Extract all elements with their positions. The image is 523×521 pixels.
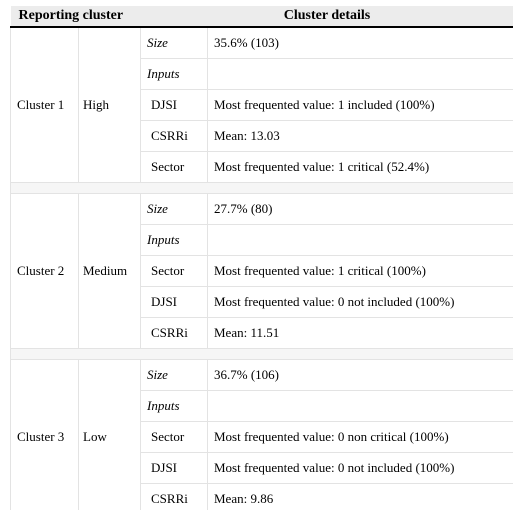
input-value: Mean: 11.51 — [208, 318, 514, 349]
inputs-label: Inputs — [141, 59, 208, 90]
separator-row — [11, 349, 514, 360]
input-label: Sector — [141, 422, 208, 453]
table-row — [11, 27, 514, 59]
cluster-name: Cluster 3 — [11, 360, 79, 511]
input-label: Sector — [141, 152, 208, 183]
inputs-value — [208, 225, 514, 256]
input-value: Most frequented value: 0 non critical (100%) — [208, 422, 514, 453]
cluster-details-header: Cluster details — [141, 6, 514, 27]
size-label: Size — [141, 360, 208, 391]
input-label: DJSI — [141, 90, 208, 121]
cluster-name: Cluster 2 — [11, 194, 79, 349]
cluster-table-container — [10, 6, 513, 510]
size-label: Size — [141, 194, 208, 225]
table-row — [11, 194, 514, 225]
cluster-level: Low — [79, 360, 141, 511]
separator-row — [11, 183, 514, 194]
reporting-cluster-header: Reporting cluster — [11, 6, 141, 27]
input-label: Sector — [141, 256, 208, 287]
input-value: Most frequented value: 1 included (100%) — [208, 90, 514, 121]
inputs-value — [208, 391, 514, 422]
input-label: CSRRi — [141, 121, 208, 152]
input-value: Mean: 9.86 — [208, 484, 514, 511]
size-label: Size — [141, 27, 208, 59]
inputs-value — [208, 59, 514, 90]
input-label: DJSI — [141, 287, 208, 318]
input-value: Mean: 13.03 — [208, 121, 514, 152]
input-value: Most frequented value: 1 critical (52.4%) — [208, 152, 514, 183]
input-label: CSRRi — [141, 318, 208, 349]
inputs-label: Inputs — [141, 391, 208, 422]
input-value: Most frequented value: 0 not included (100%) — [208, 453, 514, 484]
size-value: 27.7% (80) — [208, 194, 514, 225]
input-label: CSRRi — [141, 484, 208, 511]
table-header-row — [11, 6, 514, 27]
size-value: 35.6% (103) — [208, 27, 514, 59]
input-value: Most frequented value: 1 critical (100%) — [208, 256, 514, 287]
input-label: DJSI — [141, 453, 208, 484]
cluster-level: Medium — [79, 194, 141, 349]
inputs-label: Inputs — [141, 225, 208, 256]
cluster-level: High — [79, 27, 141, 183]
table-row — [11, 360, 514, 391]
size-value: 36.7% (106) — [208, 360, 514, 391]
input-value: Most frequented value: 0 not included (100%) — [208, 287, 514, 318]
cluster-name: Cluster 1 — [11, 27, 79, 183]
cluster-table — [10, 6, 513, 510]
